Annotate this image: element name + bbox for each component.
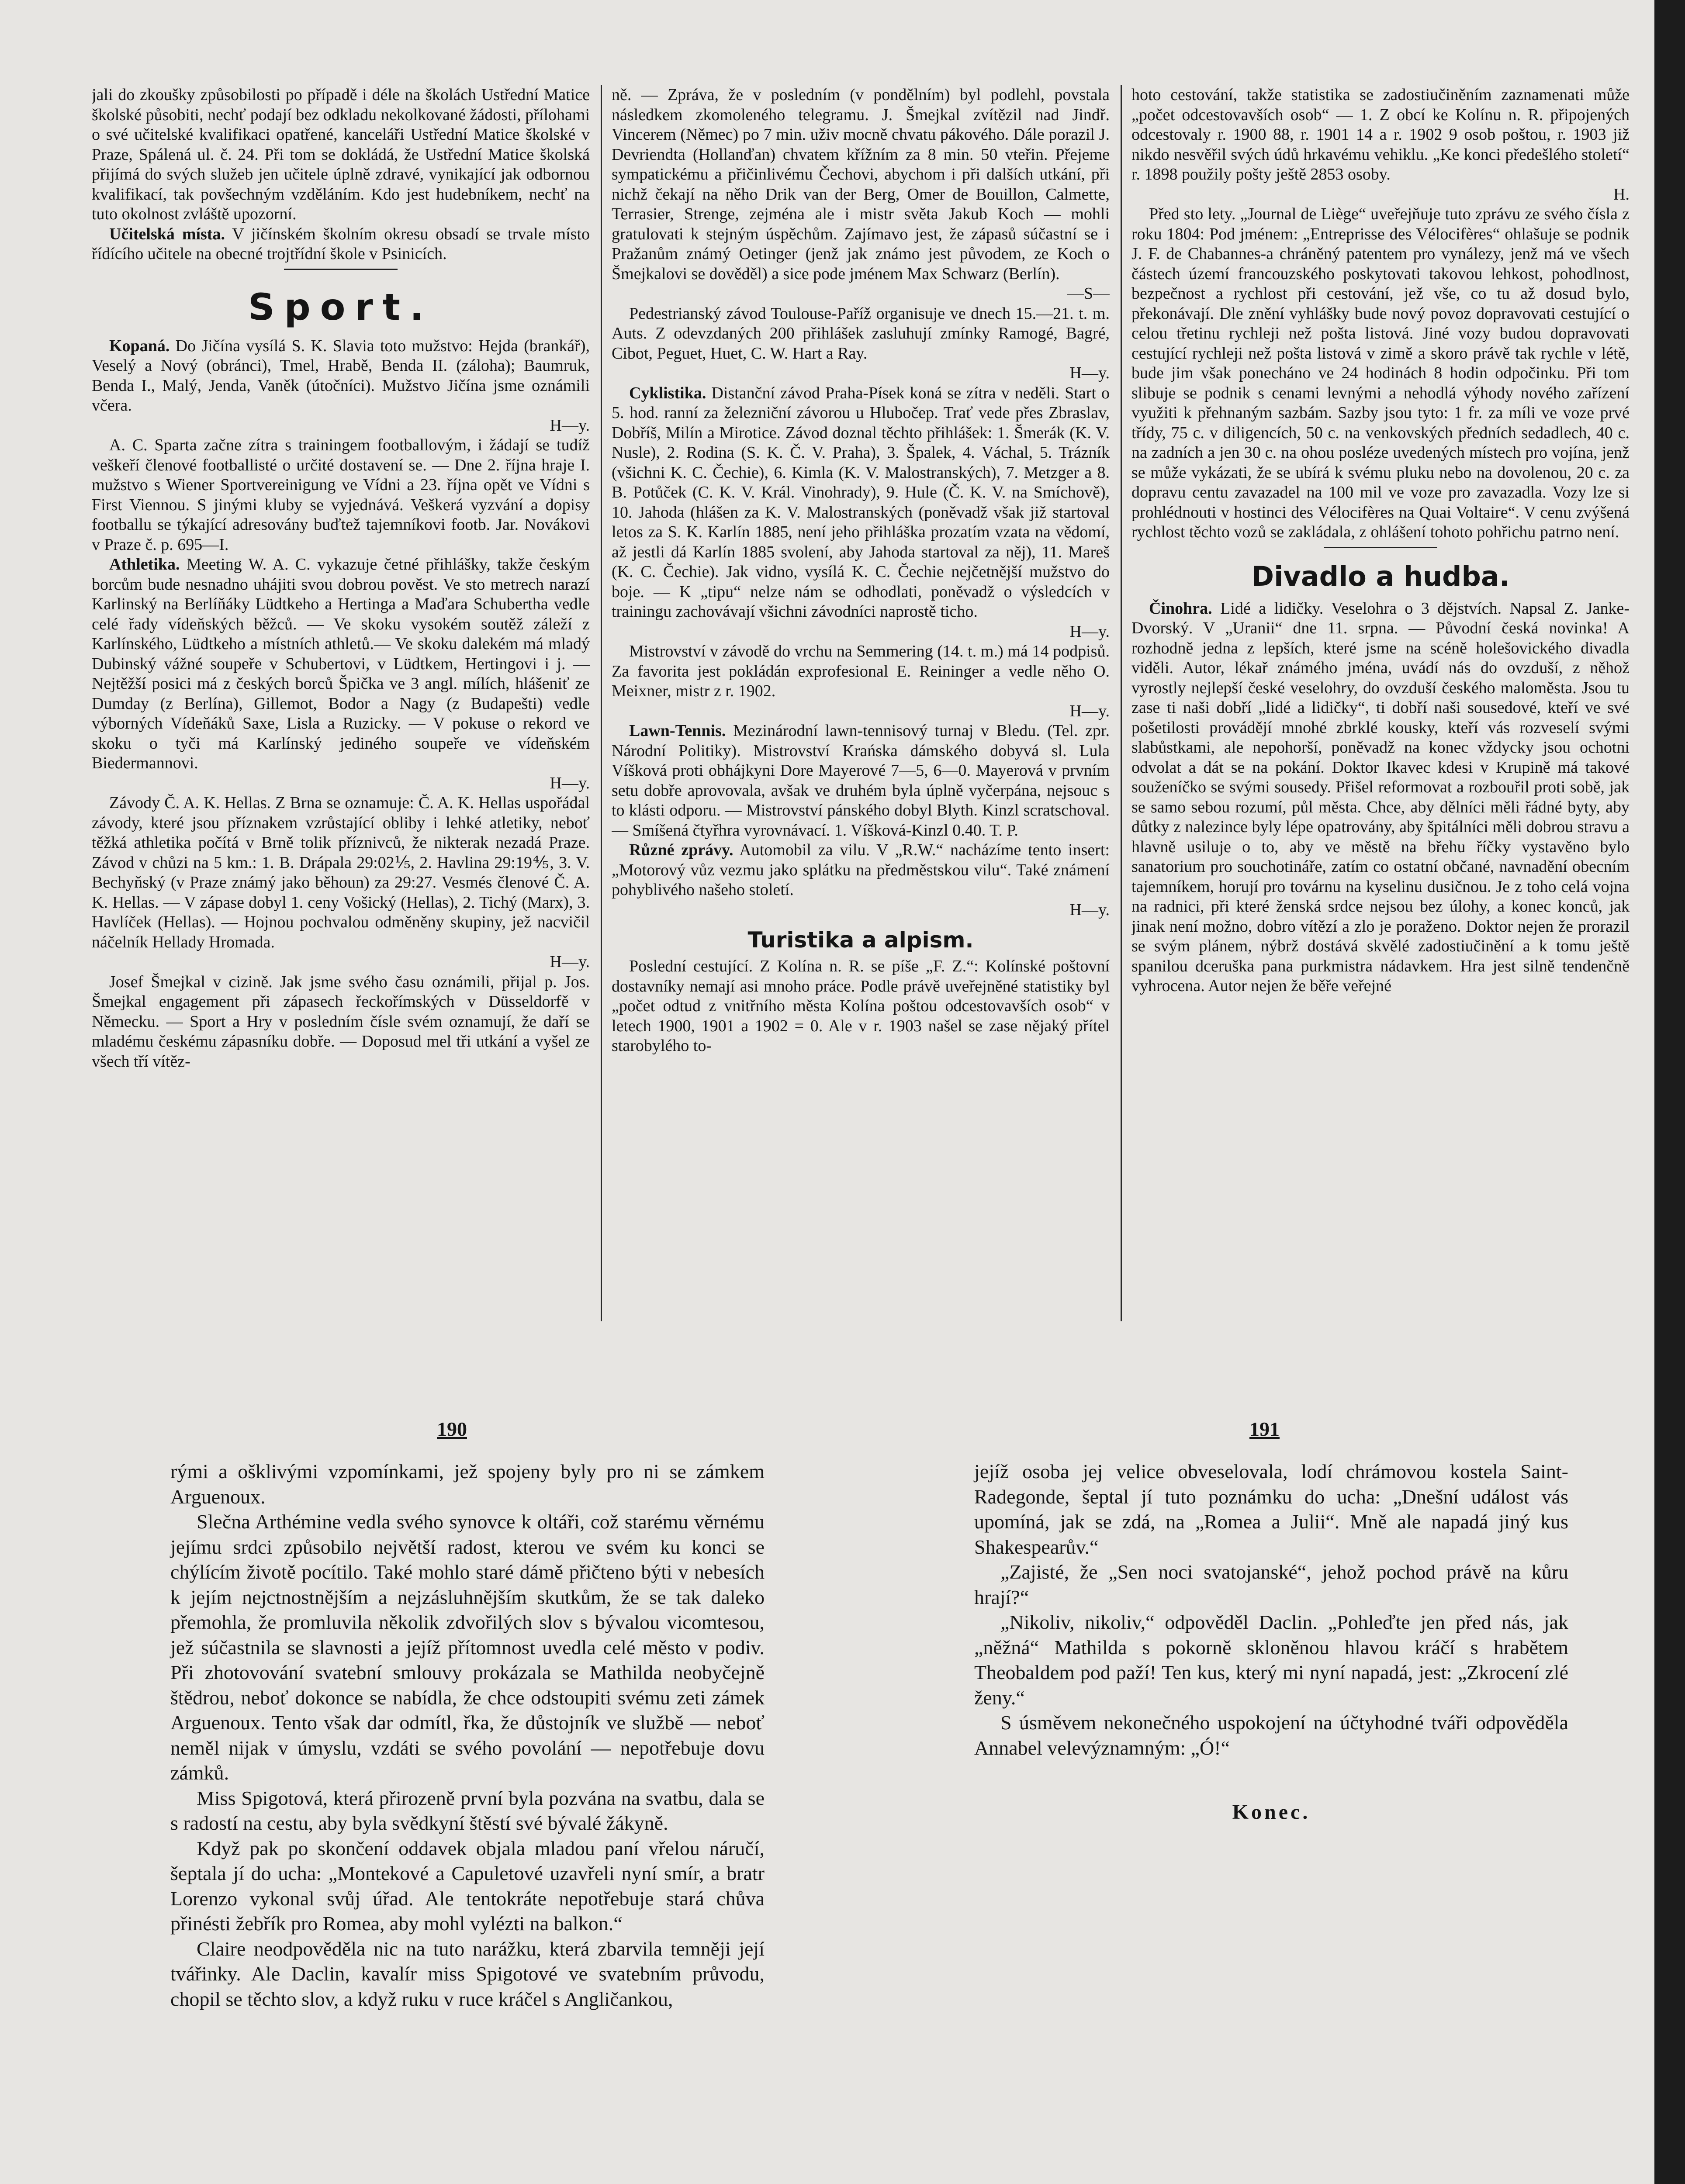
- paragraph: jejíž osoba jej velice obveselovala, lodí chrámovou kostela Saint-Radegonde, šeptal jí tuto poznámku do ucha: „Dnešní událost vás upomíná, jak se zdá, na „Romea a Julii“. Mně ale napadá jiný kus Shakespearův.“: [974, 1460, 1568, 1558]
- paragraph: hoto cestování, takže statistika se zadostiučiněním zaznamenati může „počet odcestovavších osob“ — 1. Z obcí ke Kolínu n. R. připojených odcestovaly r. 1900 88, r. 1901 14 a r. 1902 9 osob poštou, r. 1903 již nikdo nesvěřil svých údů hrkavému vehiklu. „Ke konci předešlého století“ r. 1898 použily pošty ještě 2853 osoby.: [1131, 86, 1630, 183]
- paragraph: [92, 225, 590, 264]
- paragraph: Miss Spigotová, která přirozeně první byla pozvána na svatbu, dala se s radostí na cestu, aby byla svědkyní štěstí své bývalé žákyně.: [170, 1787, 765, 1834]
- section-lead: Cyklistika.: [629, 384, 706, 402]
- signature: H—y.: [1069, 622, 1110, 641]
- paragraph: [92, 555, 590, 774]
- section-lead: Athletika.: [109, 555, 180, 574]
- signature: H—y.: [1069, 900, 1110, 919]
- page-number-right: 191: [1249, 1418, 1280, 1440]
- page-number-left: 190: [437, 1418, 467, 1440]
- paragraph: ně. — Zpráva, že v posledním (v pondělním) byl podlehl, povstala následkem zkomoleného telegramu. J. Šmejkal zvítězil nad Jindř. Vincerem (Němec) po 7 min. uživ mocně chvatu pákového. Dále porazil J. Devriendta (Hollanďan) chvatem křížním za 8 min. 50 vteřin. Přejeme sympatickému a přičinlivému Čechovi, abychom i při dalších utkání, při nichž čekají na něho Drik van der Berg, Omer de Bouillon, Calmette, Terrasier, Strenge, zejména ale i mistr světa Jakub Koch — mohli gratulovati k stejným úspěchům. Zajímavo jest, že zápasů súčastní se i Pražanům známý Oetinger (jenž jak známo jest původem, ze Koch o Šmejkalovi se dověděl) a sice pode jménem Max Schwarz (Berlín).: [612, 86, 1110, 283]
- signature: H—y.: [1069, 702, 1110, 720]
- section-lead: Kopaná.: [109, 336, 170, 355]
- paragraph-text: Meeting W. A. C. vykazuje četné přihlášky, takže českým borcům bude nesnadno uhájiti svou dobrou pověst. Ve sto metrech narazí Karlinský na Berlíňáky Lüdtkeho a Hertinga a Maďara Schubertha vedle celé řady vídeňských běžců. — Ve skoku vysokém soutěž záleží z Karlínského, Lüdtkeho a místních athletů.— Ve skoku dalekém má mladý Dubinský vážné soupeře v Schubertovi, v Lüdtkem, Hertingovi i j. — Nejtěžší posici má z českých borců Špička ve 3 angl. mílích, hlášeniť ze Dumday (z Berlína), Gillemot, Bodor a Nagy (z Budapešti) vedle výborných Vídeňáků Saxe, Lisla a Ruzicky. — V pokuse o rekord ve skoku o tyči má Karlínský jediného soupeře ve vídeňském Biedermannovi.: [92, 555, 590, 772]
- signature: —S—: [1067, 284, 1110, 303]
- paragraph: [92, 336, 590, 416]
- signature: H—y.: [1069, 364, 1110, 382]
- paragraph: Slečna Arthémine vedla svého synovce k oltáři, což starému věrnému jejímu srdci způsobilo největší radost, kterou ve svém ku konci se chýlícím životě pocítilo. Také mohlo staré dámě přičteno býti v nebesích k jejím nejctnostnějším a nejzásluhnějším skutkům, že se tak daleko přemohla, že promluvila několik zdvořilých slov s bývalou vicomtesou, jež súčastnila se slavnosti a jejíž přítomnost uvedla celé město v podiv. Při zhotovování svatební smlouvy prokázala se Mathilda neobyčejně štědrou, neboť dokonce se nabídla, že chce odstoupiti svému zeti zámek Arguenoux. Tento však dar odmítl, řka, že důstojník ve službě — neboť neměl nijak v úmyslu, vzdáti se svého povolání — nepotřebuje dovu zámků.: [170, 1510, 765, 1784]
- section-heading-divadlo: Divadlo a hudba.: [1251, 560, 1510, 592]
- novel-page-right: [974, 1459, 1568, 1825]
- section-lead: Různé zprávy.: [629, 841, 734, 859]
- end-mark: Konec.: [1232, 1800, 1311, 1824]
- column-1: [92, 85, 590, 1321]
- paragraph-text: V jičínském školním okresu obsadí se trvale místo řídícího učitele na obecné trojtřídní škole v Psinicích.: [92, 225, 590, 263]
- paragraph: [1131, 599, 1630, 996]
- paragraph: Pedestrianský závod Toulouse-Paříž organisuje ve dnech 15.—21. t. m. Auts. Z odevzdaných 200 přihlášek zasluhují zmínky Ramogé, Bagré, Cibot, Peguet, Huet, C. W. Hart a Ray.: [612, 304, 1110, 363]
- signature: H.: [1613, 185, 1630, 204]
- paragraph-text: Mezinárodní lawn-tennisový turnaj v Bledu. (Tel. zpr. Národní Politiky). Mistrovství Krańska dámského dobyvá sl. Lula Víšková proti obhájkyni Dore Mayerové 7—5, 6—0. Mayerová v prvním setu dobře aprovovala, avšak ve druhém byla úplně vyčerpána, nejsouc s to klásti odporu. — Mistrovství pánského dobyl Blyth. Kinzl scratschoval. — Smíšená čtyřhra vyrovnávací. 1. Víšková-Kinzl 0.40. T. P.: [612, 722, 1110, 840]
- paragraph-text: Automobil za vilu. V „R.W.“ nacházíme tento insert: „Motorový vůz vezmu jako splátku na předměstskou vilu“. Také známení pohyblivého našeho století.: [612, 841, 1110, 899]
- signature: H—y.: [550, 416, 590, 435]
- paragraph: S úsměvem nekonečného uspokojení na účtyhodné tváři odpověděla Annabel velevýznamným: „Ó!“: [974, 1711, 1568, 1759]
- paragraph-text: Distanční závod Praha-Písek koná se zítra v neděli. Start o 5. hod. ranní za železniční závorou u Hlubočep. Trať vede přes Zbraslav, Dobříš, Milín a Mirotice. Závod doznal těchto přihlášek: 1. Šmerák (K. V. Nusle), 2. Rodina (S. K. Č. V. Praha), 3. Špalek, 4. Váchal, 5. Trázník (všichni K. C. Čechie), 6. Kimla (K. V. Malostranských), 7. Metzger a 8. B. Potůček (C. K. V. Král. Vinohrady), 9. Hule (Č. K. V. na Smíchově), 10. Jahoda (hlášen za K. V. Malostranských (poněvadž však již startoval letos za S. K. Karlín 1885, není jeho přihláška prozatím vzata na vědomí, až jestli dá Karlín 1885 svolení, aby Jahoda startoval za něj), 11. Mareš (K. C. Čechie). Jak vidno, vysílá K. C. Čechie nejčetnější mužstvo do boje. — K „tipu“ nelze nám se odhodlati, poněvadž o výsledcích v trainingu zachovávají všichni závodníci naprostě ticho.: [612, 384, 1110, 621]
- column-3: [1131, 85, 1630, 1321]
- paragraph: rými a ošklivými vzpomínkami, jež spojeny byly pro ni se zámkem Arguenoux.: [170, 1460, 765, 1508]
- paragraph: Claire neodpověděla nic na tuto narážku, která zbarvila temněji její tvářinky. Ale Daclin, kavalír miss Spigotové ve svatebním průvodu, chopil se těchto slov, a když ruku v ruce kráčel s Angličankou,: [170, 1937, 765, 2010]
- column-rule: [1121, 85, 1122, 1321]
- paragraph: „Nikoliv, nikoliv,“ odpověděl Daclin. „Pohleďte jen před nás, jak „něžná“ Mathilda s pokorně skloněnou hlavou kráčí s hrabětem Theobaldem pod paží! Ten kus, který mi nyní napadá, jest: „Zkrocení zlé ženy.“: [974, 1611, 1568, 1709]
- paragraph: Před sto lety. „Journal de Liège“ uveřejňuje tuto zprávu ze svého čísla z roku 1804: Pod jménem: „Entreprisse des Vélocifères“ ohlašuje se podnik J. F. de Chabannes-a chráněný patentem pro vynálezy, jenž má ve všech částech území francouzského poskytovati takovou lehkost, pohodlnost, bezpečnost a rychlost při cestování, jež vše, co tu až dosud bylo, překonávají. Dle znění vyhlášky bude nový povoz dopravovati cestující o celou třetinu rychleji než pošta listová. Jiné vozy budou dopravovati cestující rychleji než pošta listová v zimě a skoro právě tak rychle v létě, bude jim však ponecháno ve 24 hodinách 8 hodin odpočinku. Při tom slibuje se podnik s cenami levnými a nehodlá výhody nového zařízení využiti k přehnaným sazbám. Sazby jsou tyto: 1 fr. za míli ve voze prvé třídy, 75 c. v diligencích, 50 c. na venkovských předních sedadlech, 40 c. na zadních a jen 30 c. na ohou posléze uvedených místech pro vojína, jenž se může vykázati, že se ubírá k svému pluku nebo na dovolenou, 20 c. za dopravu centu zavazadel na 100 mil ve voze pro zavazadla. Vozy lze si prohlédnouti v hostinci des Vélocifères na Quai Voltaire“. V cenu zvýšená rychlost těchto vozů se zakládala, z ohlášení tohoto pohřichu patrno není.: [1131, 205, 1630, 541]
- paragraph: Závody Č. A. K. Hellas. Z Brna se oznamuje: Č. A. K. Hellas uspořádal závody, které jsou příznakem vzrůstající obliby i lehké atletiky, neboť těžká athletika počítá v Brně tolik příznivců, že nikterak nezadá Praze. Závod v chůzi na 5 km.: 1. B. Drápala 29:02⅕, 2. Havlina 29:19⅘, 3. V. Bechyňský (v Praze známý jako běhoun) za 29:27. Vesmés členové Č. A. K. Hellas. — V zápase dobyl 1. ceny Vošický (Hellas), 2. Tichý (Marx), 3. Havlíček (Hellas). — Hojnou pochvalou odměněny skupiny, jež nacvičil náčelník Hellady Hromada.: [92, 794, 590, 951]
- signature: H—y.: [550, 774, 590, 792]
- paragraph-text: Do Jičína vysílá S. K. Slavia toto mužstvo: Hejda (brankář), Veselý a Nový (obránci), Tmel, Hrabě, Benda II. (záloha); Baumruk, Benda I., Malý, Jenda, Vaněk (útočníci). Mužstvo Jičína jsme oznámili včera.: [92, 336, 590, 415]
- paragraph: Mistrovství v závodě do vrchu na Semmering (14. t. m.) má 14 podpisů. Za favorita jest pokládán exprofesional E. Reininger a vedle něho O. Meixner, mistr z r. 1902.: [612, 642, 1110, 700]
- column-2: [612, 85, 1110, 1321]
- paragraph: jali do zkoušky způsobilosti po případě i déle na školách Ustřední Matice školské působiti, nechť podají bez odkladu nekolkované žádosti, přílohami o své učitelské kvalifikaci opatřené, kanceláři Ustřední Matice školské v Praze, Spálená ul. č. 24. Při tom se dokládá, že Ustřední Matice školská přijímá do svých služeb jen učitele úplně zdravé, vynikající jak odbornou kvalifikací, tak povšechným vzděláním. Kdo jest hudebníkem, nechť na tuto okolnost zvláště upozorní.: [92, 86, 590, 223]
- paragraph: [612, 721, 1110, 840]
- newspaper-clipping: [92, 85, 1630, 1321]
- paragraph: [612, 384, 1110, 622]
- section-heading-sport: Sport.: [248, 285, 433, 328]
- section-heading-turistika: Turistika a alpism.: [747, 927, 974, 953]
- page-edge-shadow: [1654, 0, 1685, 2184]
- paragraph: Když pak po skončení oddavek objala mladou paní vřelou náručí, šeptala jí do ucha: „Montekové a Capuletové uzavřeli nyní smír, a bratr Lorenzo vykonal svůj úřad. Ale tentokráte nepotřebuje stará chůva přinésti žebřík pro Romea, aby mohl vylézti na balkon.“: [170, 1837, 765, 1935]
- divider: [284, 269, 398, 270]
- paragraph: Poslední cestující. Z Kolína n. R. se píše „F. Z.“: Kolínské poštovní dostavníky nemají asi mnoho práce. Podle právě uveřejněné statistiky byl „počet odtud z vnitřního města Kolína poštou odcestovavších osob“ v letech 1900, 1901 a 1902 = 0. Ale v r. 1903 našel se zase nějaký přítel starobylého to-: [612, 957, 1110, 1055]
- paragraph: Josef Šmejkal v cizině. Jak jsme svého času oznámili, přijal p. Jos. Šmejkal engagement při zápasech řeckořímských v Düsseldorfě v Německu. — Sport a Hry v posledním čísle svém oznamují, že daří se mladému českému zápasníku dobře. — Doposud mel tři utkání a vyšel ze všech tří vítěz-: [92, 972, 590, 1071]
- column-rule: [601, 85, 602, 1321]
- section-lead: Činohra.: [1149, 599, 1212, 618]
- paragraph: [612, 840, 1110, 900]
- paragraph-text: Lidé a lidičky. Veselohra o 3 dějstvích. Napsal Z. Janke-Dvorský. V „Uranii“ dne 11. srpna. — Původní česká novinka! A rozhodně jedna z lepších, které jsme na scéně holešovického divadla viděli. Autor, lékař známého jména, uvádí nás do ovzduší, z něhož vyrostly nejlepší české veselohry, do ovzduší českého maloměsta. Jsou tu zase ti naši dobří „lidé a lidičky“, ti dobří naši sousedové, kteří ve své pošetilosti provádějí mnohé zbrklé kousky, kteří vás rozveselí svými slabůstkami, ale nepohorší, poněvadž na konec vždycky jsou ochotni odvolat a dát se na pokání. Doktor Ikavec kdesi v Krupině má takové souženíčko se svými sousedy. Přišel reformovat a rozbouřil proti sobě, jak se samo sebou rozumí, půl města. Chce, aby dělníci měli řádné byty, aby důtky z nalezince byly lépe opatrovány, aby špitálníci měli dobrou stravu a hlavně usiluje o to, aby ve městě na břehu říčky vystavěno bylo sanatorium pro souchotináře, zatím co ostatní občané, navnadění obecním tajemníkem, horují pro továrnu na kyselinu dusičnou. Je z toho celá vojna na radnici, při které ženská srdce nejsou bez úlohy, a konec konců, jak jinak není možno, dobro vítězí a zlo je poraženo. Doktor nejen že prorazil se svým plánem, nýbrž dostává skvělé zadostiučinění a k tomu ještě spanilou dceruška pana purkmistra nádavkem. Hra jest silně tendenčně vyhrocena. Autor nejen že běře veřejné: [1131, 599, 1630, 995]
- novel-page-left: [170, 1459, 765, 2011]
- section-lead: Lawn-Tennis.: [629, 722, 726, 740]
- section-lead: Učitelská místa.: [109, 225, 225, 243]
- divider: [1324, 547, 1437, 548]
- paragraph: A. C. Sparta začne zítra s trainingem footballovým, i žádají se tudíž veškeří členové footballisté o určité dostavení se. — Dne 2. října hraje I. mužstvo s Wiener Sportvereinigung ve Vídni a 23. října opět ve Vídni s First Viennou. S jinými kluby se vyjednává. Veškerá vyzvání a dopisy footballu se týkající adresovány buďtež tajemníkovi footb. Jar. Novákovi v Praze č. p. 695—I.: [92, 436, 590, 554]
- signature: H—y.: [550, 953, 590, 971]
- paragraph: „Zajisté, že „Sen noci svatojanské“, jehož pochod právě na kůru hrají?“: [974, 1561, 1568, 1608]
